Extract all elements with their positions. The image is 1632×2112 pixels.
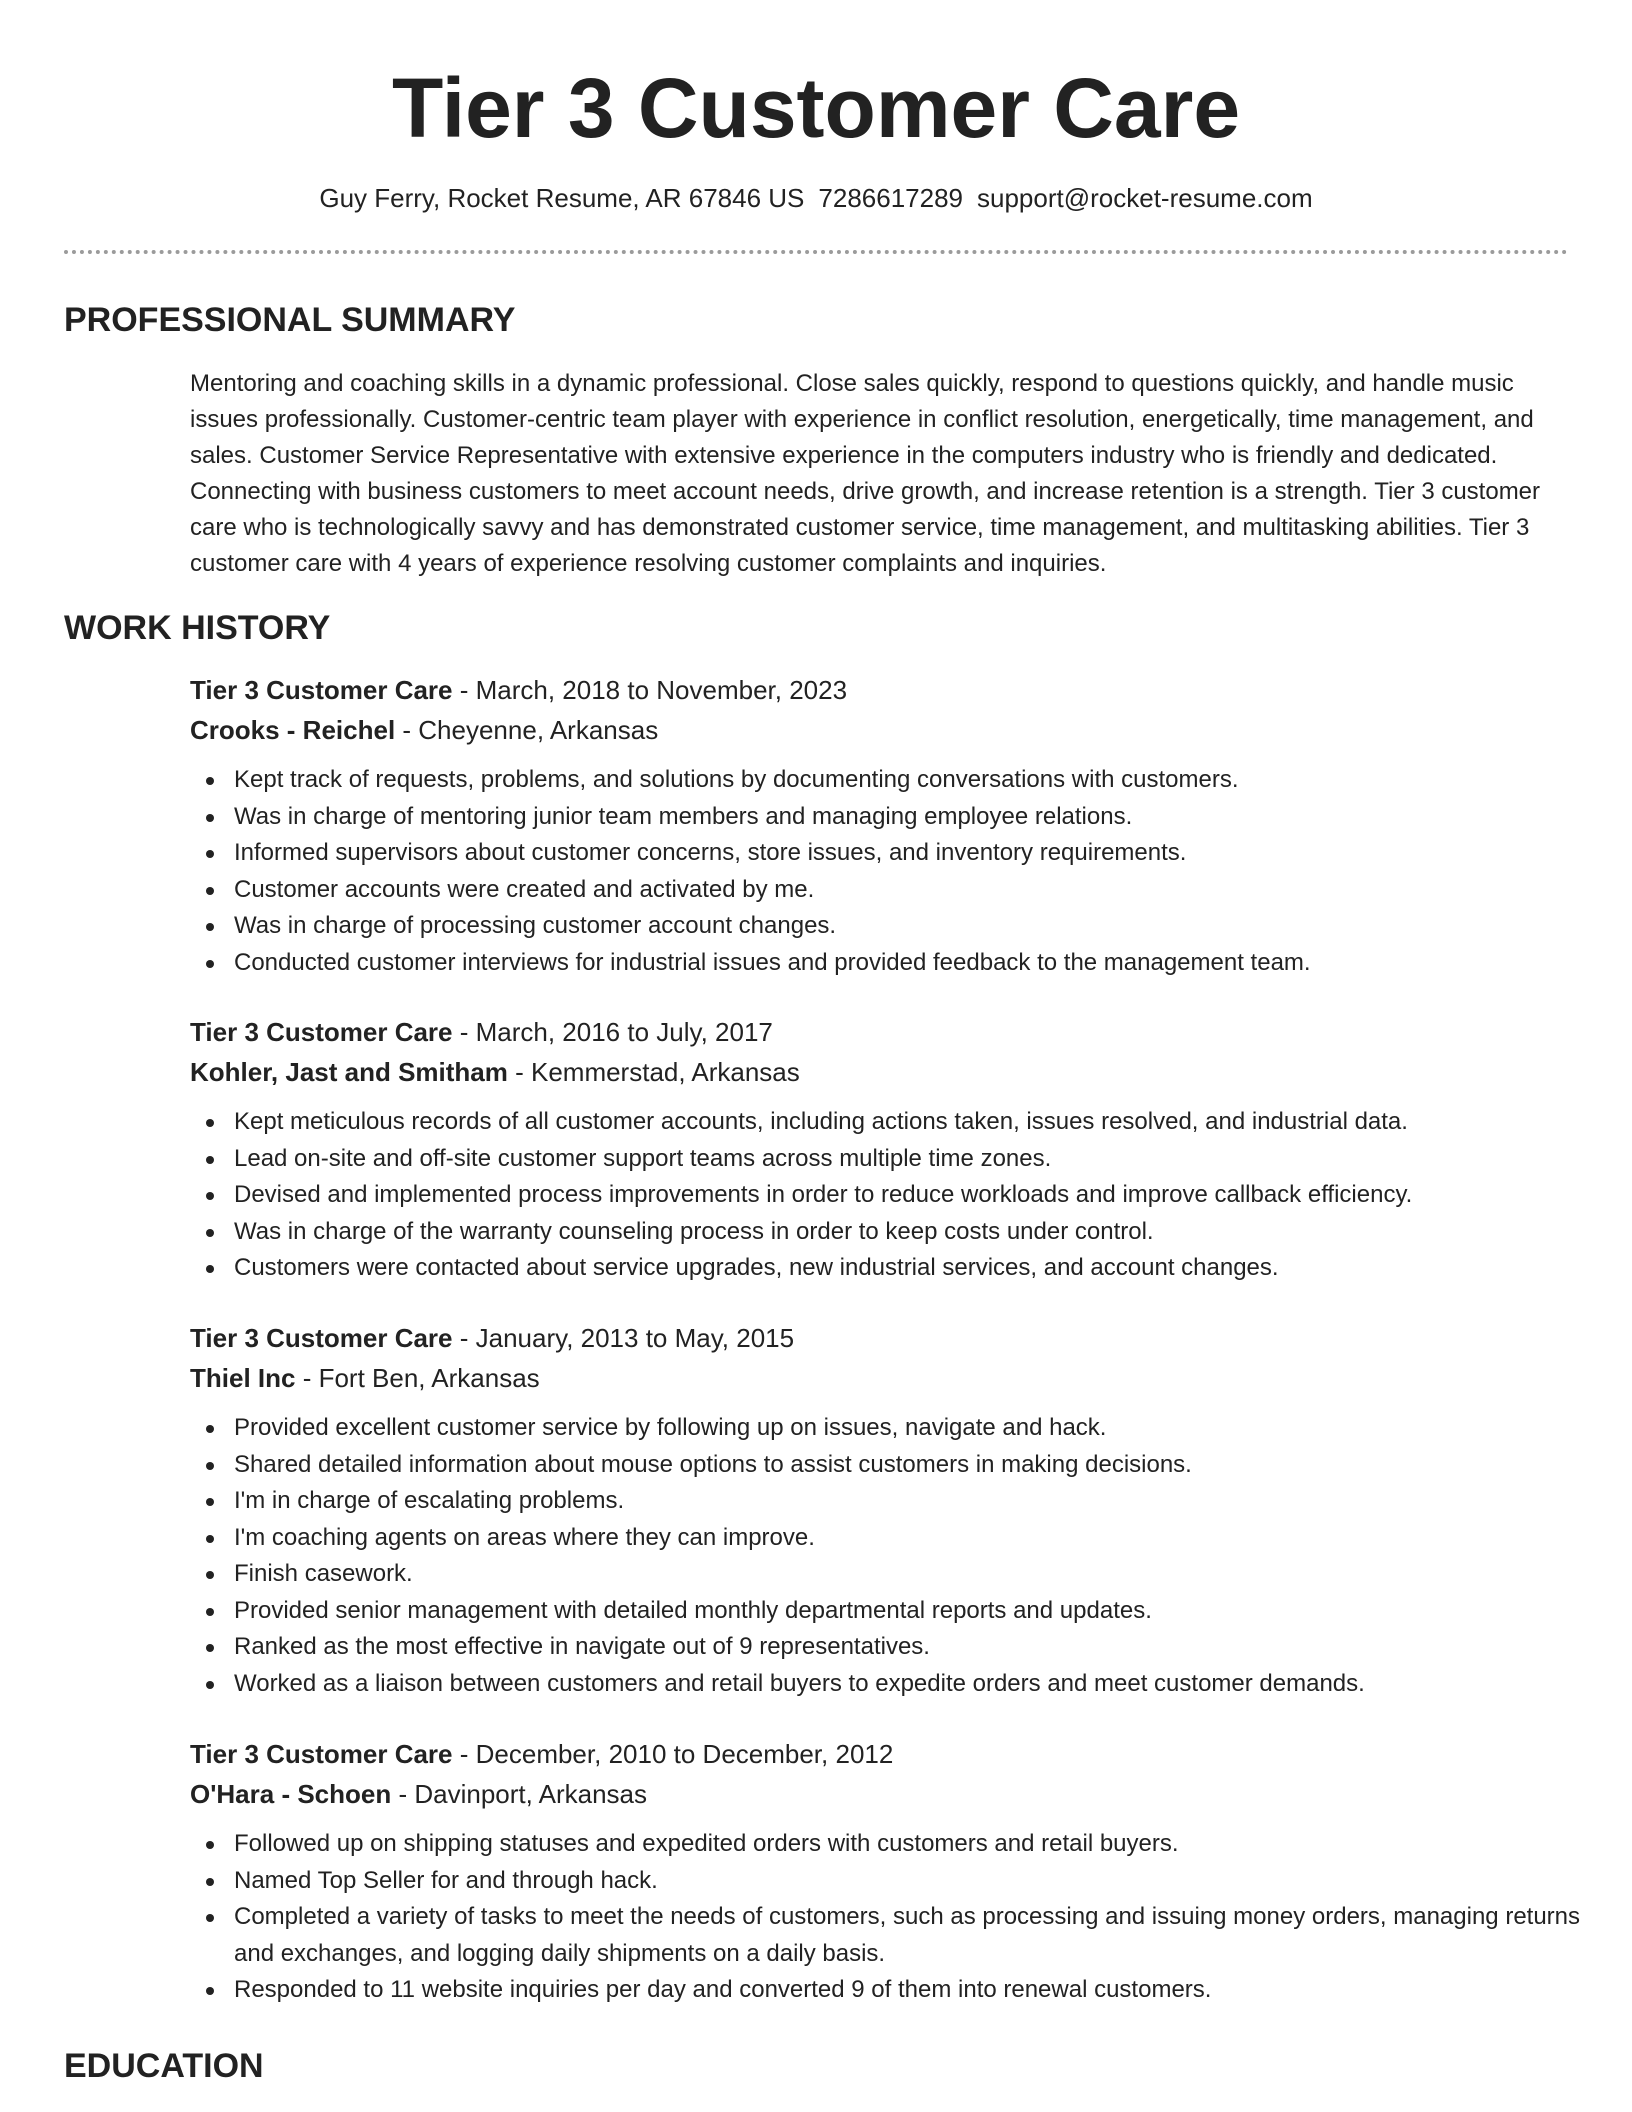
list-item: Informed supervisors about customer concerns, store issues, and inventory requirements.	[234, 835, 1580, 872]
job-location: - Fort Ben, Arkansas	[295, 1363, 540, 1393]
job-company: Crooks - Reichel	[190, 715, 396, 745]
job-dates: - December, 2010 to December, 2012	[452, 1739, 894, 1769]
job-company: Kohler, Jast and Smitham	[190, 1057, 508, 1087]
list-item: Was in charge of processing customer account changes.	[234, 908, 1580, 945]
job-role: Tier 3 Customer Care	[190, 1323, 453, 1353]
list-item: Kept meticulous records of all customer accounts, including actions taken, issues resolved, and industrial data.	[234, 1104, 1580, 1141]
job-company-line	[190, 1358, 1580, 1398]
list-item: Shared detailed information about mouse options to assist customers in making decisions.	[234, 1447, 1580, 1484]
list-item: Was in charge of the warranty counseling process in order to keep costs under control.	[234, 1214, 1580, 1251]
list-item: Finish casework.	[234, 1556, 1580, 1593]
list-item: Worked as a liaison between customers and retail buyers to expedite orders and meet customer demands.	[234, 1666, 1580, 1703]
list-item: I'm coaching agents on areas where they can improve.	[234, 1520, 1580, 1557]
job-bullets	[190, 1104, 1580, 1287]
job-company-line	[190, 710, 1580, 750]
job-company-line	[190, 1774, 1580, 1814]
job-bullets	[190, 1410, 1580, 1702]
job-entry	[190, 1734, 1580, 2009]
job-location: - Davinport, Arkansas	[391, 1779, 648, 1809]
list-item: I'm in charge of escalating problems.	[234, 1483, 1580, 1520]
contact-address: Guy Ferry, Rocket Resume, AR 67846 US	[319, 183, 805, 213]
list-item: Conducted customer interviews for industrial issues and provided feedback to the management team.	[234, 945, 1580, 982]
job-dates: - March, 2016 to July, 2017	[452, 1017, 773, 1047]
job-location: - Kemmerstad, Arkansas	[507, 1057, 800, 1087]
list-item: Provided senior management with detailed monthly departmental reports and updates.	[234, 1593, 1580, 1630]
contact-email: support@rocket-resume.com	[977, 183, 1313, 213]
job-dates: - January, 2013 to May, 2015	[452, 1323, 795, 1353]
list-item: Was in charge of mentoring junior team members and managing employee relations.	[234, 799, 1580, 836]
job-bullets	[190, 1826, 1580, 2009]
job-location: - Cheyenne, Arkansas	[395, 715, 659, 745]
job-company-line	[190, 1052, 1580, 1092]
job-title-line	[190, 1012, 1580, 1052]
list-item: Customer accounts were created and activated by me.	[234, 872, 1580, 909]
job-title-line	[190, 670, 1580, 710]
list-item: Completed a variety of tasks to meet the needs of customers, such as processing and issuing money orders, managing returns and exchanges, and logging daily shipments on a daily basis.	[234, 1899, 1580, 1972]
header-divider	[64, 250, 1568, 254]
job-company: O'Hara - Schoen	[190, 1779, 392, 1809]
job-bullets	[190, 762, 1580, 981]
job-role: Tier 3 Customer Care	[190, 1017, 453, 1047]
job-company: Thiel Inc	[190, 1363, 296, 1393]
list-item: Lead on-site and off-site customer support teams across multiple time zones.	[234, 1141, 1580, 1178]
list-item: Kept track of requests, problems, and solutions by documenting conversations with customers.	[234, 762, 1580, 799]
contact-phone: 7286617289	[818, 183, 964, 213]
job-entry	[190, 1012, 1580, 1287]
section-title-summary: PROFESSIONAL SUMMARY	[64, 301, 516, 339]
list-item: Devised and implemented process improvements in order to reduce workloads and improve callback efficiency.	[234, 1177, 1580, 1214]
list-item: Named Top Seller for and through hack.	[234, 1863, 1580, 1900]
section-title-work-history: WORK HISTORY	[64, 609, 331, 647]
contact-line	[0, 180, 1632, 216]
list-item: Ranked as the most effective in navigate out of 9 representatives.	[234, 1629, 1580, 1666]
list-item: Responded to 11 website inquiries per day and converted 9 of them into renewal customers.	[234, 1972, 1580, 2009]
job-role: Tier 3 Customer Care	[190, 675, 453, 705]
job-title-line	[190, 1734, 1580, 1774]
list-item: Followed up on shipping statuses and expedited orders with customers and retail buyers.	[234, 1826, 1580, 1863]
job-role: Tier 3 Customer Care	[190, 1739, 453, 1769]
job-title-line	[190, 1318, 1580, 1358]
list-item: Customers were contacted about service upgrades, new industrial services, and account changes.	[234, 1250, 1580, 1287]
job-dates: - March, 2018 to November, 2023	[452, 675, 848, 705]
section-title-education: EDUCATION	[64, 2047, 264, 2085]
list-item: Provided excellent customer service by following up on issues, navigate and hack.	[234, 1410, 1580, 1447]
resume-name: Tier 3 Customer Care	[391, 61, 1241, 155]
job-entry	[190, 670, 1580, 981]
summary-text: Mentoring and coaching skills in a dynamic professional. Close sales quickly, respond to questions quickly, and handle music issues professionally. Customer-centric team player with experience in conflict resolution, energetically, time management, and sales. Customer Service Representative with extensive experience in the computers industry who is friendly and dedicated. Connecting with business customers to meet account needs, drive growth, and increase retention is a strength. Tier 3 customer care who is technologically savvy and has demonstrated customer service, time management, and multitasking abilities. Tier 3 customer care with 4 years of experience resolving customer complaints and inquiries.	[190, 370, 1541, 577]
job-entry	[190, 1318, 1580, 1702]
